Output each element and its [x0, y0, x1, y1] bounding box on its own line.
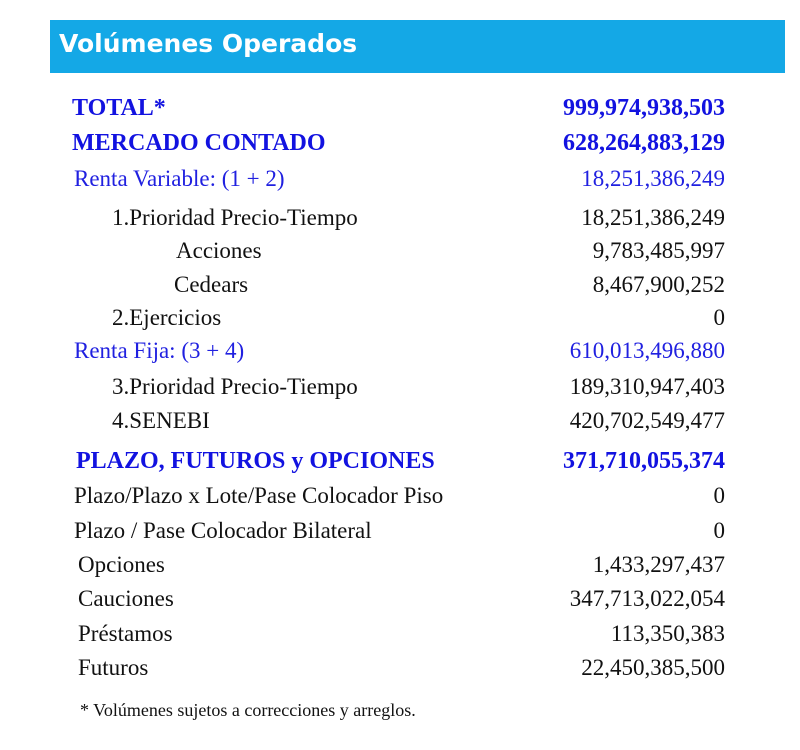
- row-value: 628,264,883,129: [563, 130, 725, 156]
- row-mercado-contado: [0, 128, 800, 162]
- row-value: 610,013,496,880: [569, 338, 725, 363]
- row-label: TOTAL*: [72, 95, 166, 121]
- row-prioridad-precio-tiempo-3: [0, 372, 800, 406]
- row-label: Plazo / Pase Colocador Bilateral: [74, 518, 372, 543]
- row-label: 2.Ejercicios: [112, 305, 222, 330]
- footnote: * Volúmenes sujetos a correcciones y arreglos.: [80, 700, 416, 720]
- row-renta-fija: [0, 336, 800, 370]
- row-prestamos: [0, 619, 800, 653]
- row-value: 371,710,055,374: [563, 448, 725, 474]
- row-value: 189,310,947,403: [569, 374, 725, 399]
- row-value: 8,467,900,252: [592, 272, 725, 297]
- row-label: PLAZO, FUTUROS y OPCIONES: [76, 448, 435, 474]
- row-futuros: [0, 653, 800, 687]
- row-label: 1.Prioridad Precio-Tiempo: [112, 205, 358, 230]
- row-value: 22,450,385,500: [581, 655, 725, 680]
- row-label: Opciones: [78, 552, 165, 577]
- row-senebi: [0, 406, 800, 440]
- row-label: Futuros: [78, 655, 149, 680]
- row-prioridad-precio-tiempo-1: [0, 203, 800, 237]
- row-label: 4.SENEBI: [112, 408, 210, 433]
- row-label: Préstamos: [78, 621, 173, 646]
- row-plazo-pase-bilateral: [0, 516, 800, 550]
- row-label: MERCADO CONTADO: [72, 130, 326, 156]
- row-value: 18,251,386,249: [581, 205, 725, 230]
- row-label: Cauciones: [78, 586, 174, 611]
- row-value: 347,713,022,054: [569, 586, 725, 611]
- row-opciones: [0, 550, 800, 584]
- row-plazo-lote-pase-piso: [0, 481, 800, 515]
- row-label: Renta Fija: (3 + 4): [74, 338, 245, 363]
- row-label: Plazo/Plazo x Lote/Pase Colocador Piso: [74, 483, 444, 508]
- row-ejercicios: [0, 303, 800, 337]
- row-value: 113,350,383: [610, 621, 725, 646]
- row-label: 3.Prioridad Precio-Tiempo: [112, 374, 358, 399]
- row-label: Cedears: [174, 272, 249, 297]
- row-acciones: [0, 236, 800, 270]
- section-header: [50, 20, 785, 73]
- row-value: 0: [713, 518, 725, 543]
- row-value: 0: [713, 483, 725, 508]
- section-title: Volúmenes Operados: [59, 29, 358, 58]
- row-value: 18,251,386,249: [581, 166, 725, 191]
- row-renta-variable: [0, 164, 800, 198]
- row-cauciones: [0, 584, 800, 618]
- row-value: 420,702,549,477: [569, 408, 725, 433]
- row-value: 0: [713, 305, 725, 330]
- row-value: 9,783,485,997: [592, 238, 725, 263]
- row-label: Renta Variable: (1 + 2): [74, 166, 285, 191]
- row-value: 1,433,297,437: [592, 552, 725, 577]
- row-label: Acciones: [176, 238, 262, 263]
- row-value: 999,974,938,503: [563, 95, 725, 121]
- row-total: [0, 93, 800, 127]
- row-cedears: [0, 270, 800, 304]
- row-plazo-futuros-opciones: [0, 446, 800, 480]
